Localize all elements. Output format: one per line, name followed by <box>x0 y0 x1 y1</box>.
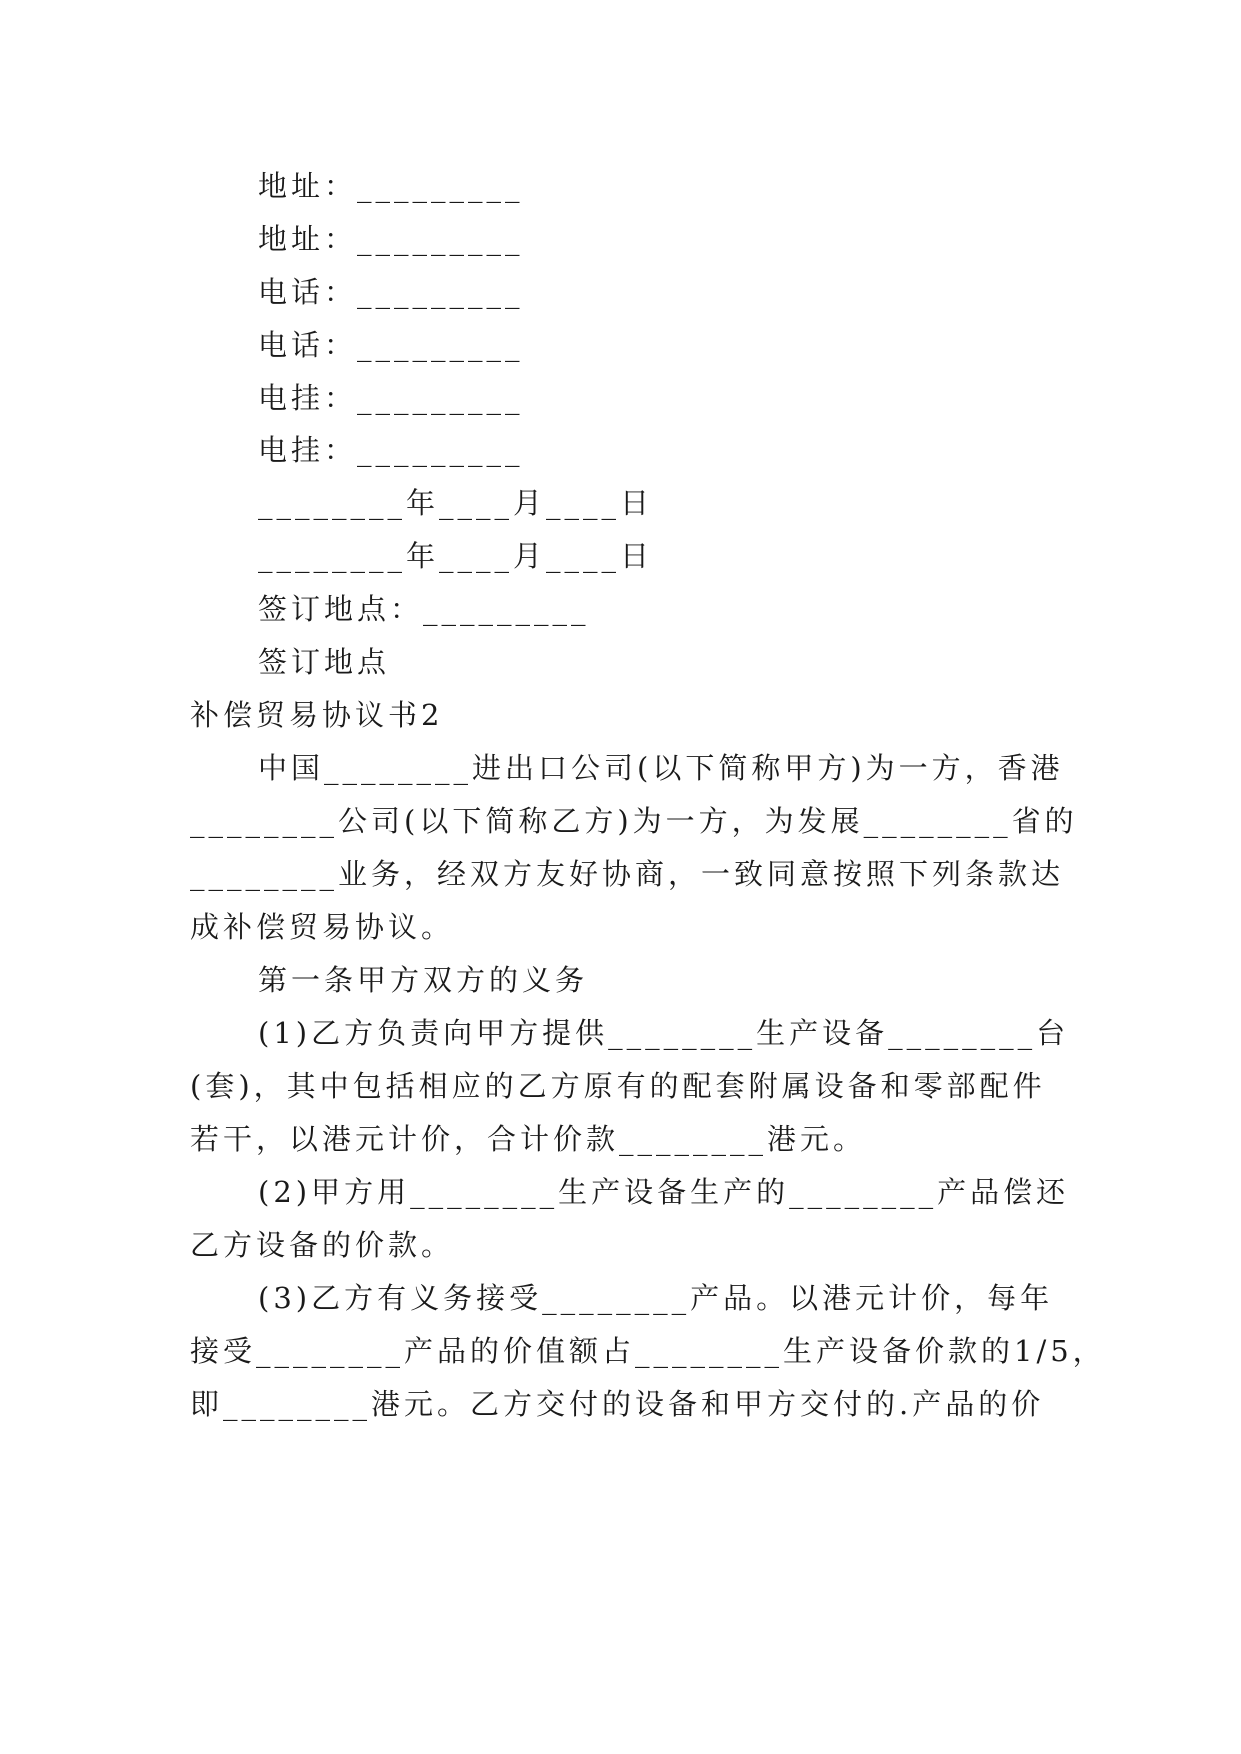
paragraph-line: (套)，其中包括相应的乙方原有的配套附属设备和零部配件 <box>190 1069 1046 1103</box>
paragraph-line: (3)乙方有义务接受________产品。以港元计价，每年 <box>258 1281 1054 1315</box>
article-heading: 第一条甲方双方的义务 <box>258 963 589 997</box>
paragraph-line: 接受________产品的价值额占________生产设备价款的1/5， <box>190 1334 1106 1368</box>
phone-line-2: 电话：_________ <box>258 328 524 362</box>
paragraph-line: (1)乙方负责向甲方提供________生产设备________台 <box>258 1016 1070 1050</box>
paragraph-line: ________业务，经双方友好协商，一致同意按照下列条款达 <box>190 857 1065 891</box>
paragraph-line: (2)甲方用________生产设备生产的________产品偿还 <box>258 1175 1070 1209</box>
paragraph-line: 成补偿贸易协议。 <box>190 910 455 944</box>
date-line-1: ________年____月____日 <box>258 486 654 520</box>
paragraph-line: 中国________进出口公司(以下简称甲方)为一方，香港 <box>258 751 1064 785</box>
telegraph-line-2: 电挂：_________ <box>258 433 524 467</box>
signing-place-label: 签订地点 <box>258 645 391 679</box>
address-line-1: 地址：_________ <box>258 169 524 203</box>
telegraph-line-1: 电挂：_________ <box>258 381 524 415</box>
section-title: 补偿贸易协议书2 <box>190 698 444 732</box>
paragraph-line: ________公司(以下简称乙方)为一方，为发展________省的 <box>190 804 1078 838</box>
phone-line-1: 电话：_________ <box>258 275 524 309</box>
paragraph-line: 乙方设备的价款。 <box>190 1228 455 1262</box>
address-line-2: 地址：_________ <box>258 222 524 256</box>
paragraph-line: 即________港元。乙方交付的设备和甲方交付的.产品的价 <box>190 1387 1045 1421</box>
signing-place-line: 签订地点：_________ <box>258 592 590 626</box>
date-line-2: ________年____月____日 <box>258 539 654 573</box>
paragraph-line: 若干，以港元计价，合计价款________港元。 <box>190 1122 867 1156</box>
